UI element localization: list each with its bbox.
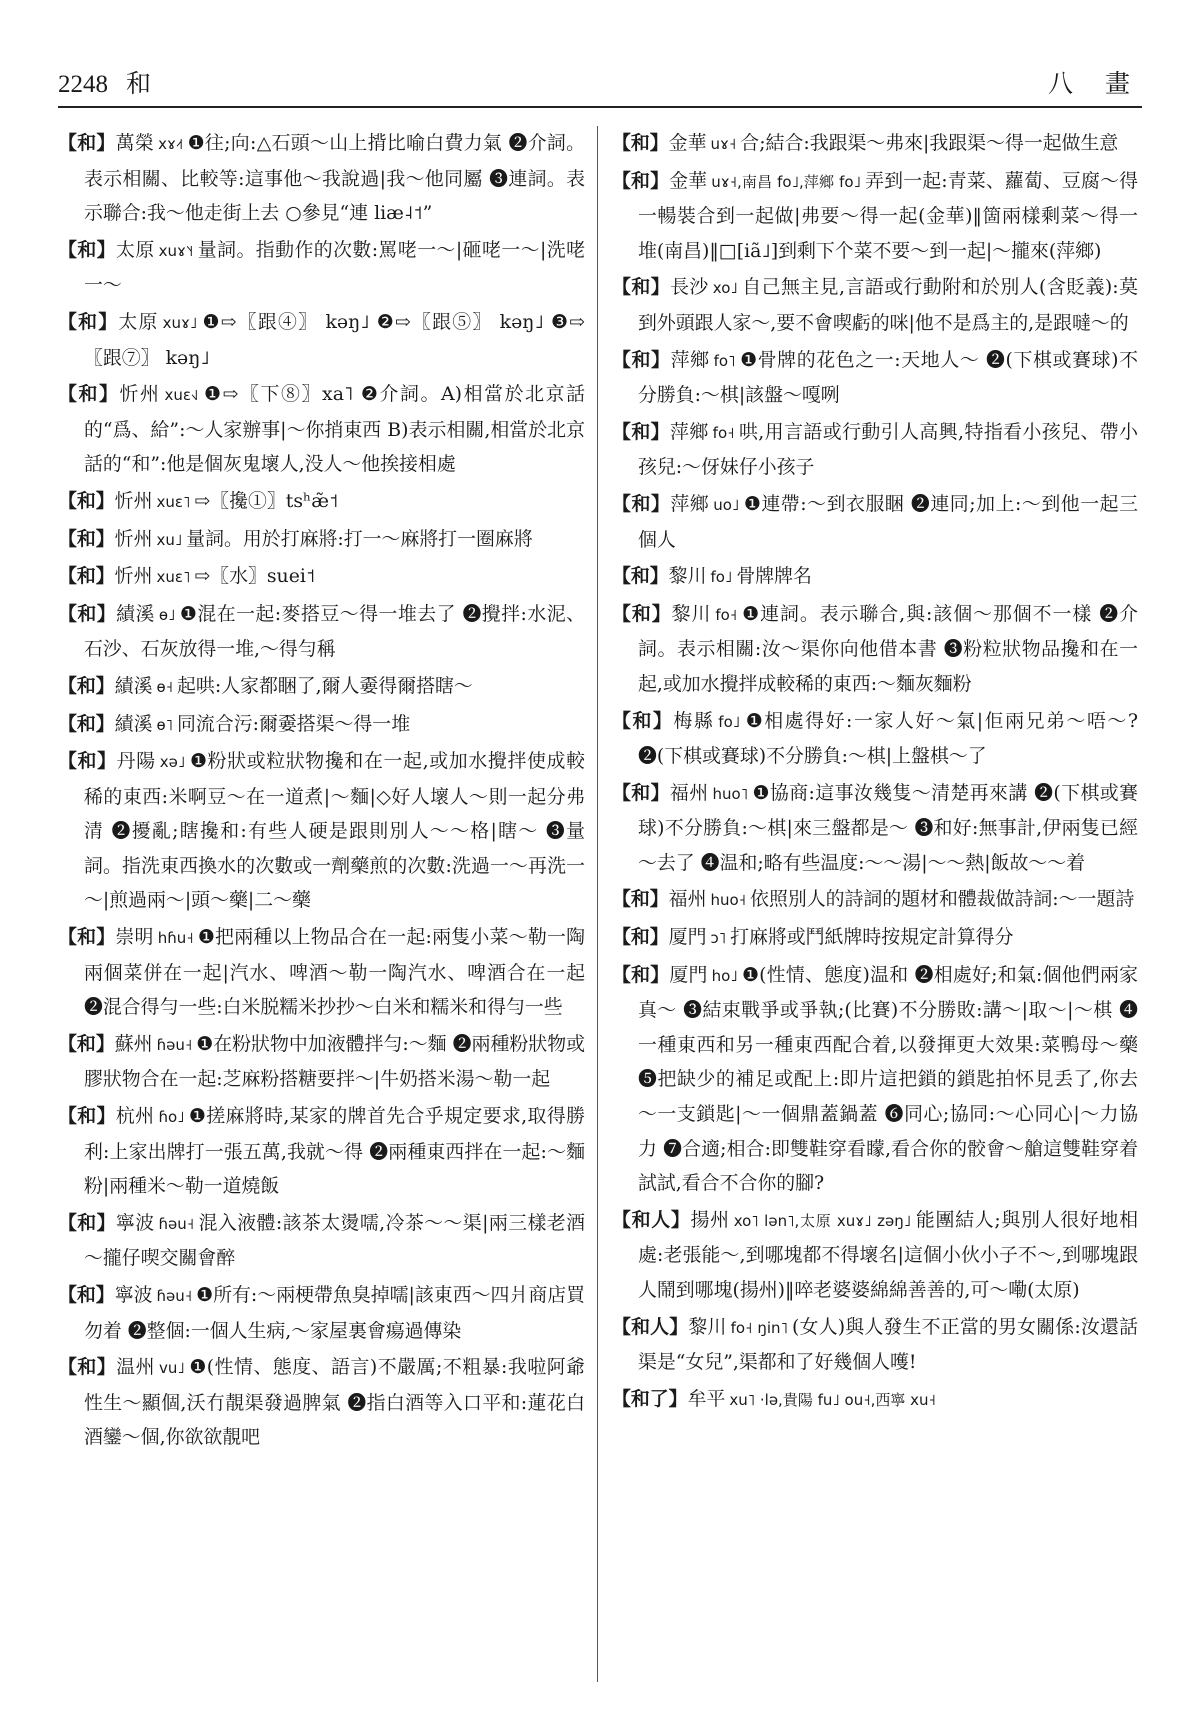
dialect-location: 金華: [668, 132, 707, 154]
page-number: 2248: [58, 71, 108, 98]
headword: 【和】: [58, 750, 117, 773]
pronunciation: ɦəu˧: [156, 1287, 193, 1305]
columns: [58, 126, 1142, 1682]
headword: 【和】: [58, 565, 115, 588]
right-column: [598, 126, 1138, 1682]
pronunciation: xuɛ˥: [156, 568, 191, 587]
definition: ❶(性情、態度)温和 ❷相處好;和氣:個他們兩家真～ ❸結束戰爭或爭執;(比賽)不分勝敗:講～|取～|～棋 ❹一種東西和另一種東西配合着,以發揮更大效果:菜鴨母～藥 ❺把缺少的補足或配上:即片這把鎖的鎖匙拍怀見丢了,你去～一支鎖匙|～一個鼎蓋鍋蓋 ❻同心;協同:～心同心|～力協力 ❼合適;相合:即雙鞋穿看矇,看合你的骹會～艙這雙鞋穿着試試,看合不合你的腳?: [638, 963, 1138, 1195]
dialect-location: 福州: [668, 888, 707, 911]
pronunciation: xɤ˨˦: [158, 135, 184, 153]
definition: ❶搓麻將時,某家的牌首先合乎規定要求,取得勝利:上家出牌打一張五萬,我就～得 ❷兩種東西拌在一起:～麵粉|兩種米～勒一道燒飯: [84, 1105, 586, 1198]
headword: 【和人】: [612, 1208, 691, 1231]
dictionary-entry: [58, 1099, 585, 1204]
headword: 【和】: [58, 602, 117, 625]
definition: 量詞。用於打麻將:打一～麻將打一圈麻將: [186, 527, 533, 550]
pronunciation: fo˩: [718, 712, 741, 731]
definition: 混入液體:該茶太燙嚅,冷茶～～渠|兩三樣老酒～攏仔喫交關會醉: [84, 1211, 586, 1270]
pronunciation: ɵ˧: [156, 677, 174, 696]
dictionary-entry: [58, 669, 585, 705]
definition: ⇨〖水〗suei˦: [194, 565, 316, 588]
dictionary-entry: [58, 233, 585, 303]
dictionary-entry: [58, 744, 585, 918]
headword: 【和】: [58, 383, 120, 406]
headword: 【和】: [612, 926, 669, 949]
definition: 同流合污:爾嫑搭渠～得一堆: [177, 712, 411, 735]
definition: 能團結人;與別人很好地相處:老張能～,到哪塊都不得壞名|這個小伙小子不～,到哪塊跟人鬧到哪塊(揚州)‖啐老婆婆綿綿善善的,可～嘞(太原): [638, 1208, 1138, 1301]
headword: 【和】: [612, 169, 670, 192]
dialect-location: 太原: [118, 310, 159, 333]
pronunciation: xuɛ˧˩: [164, 386, 199, 405]
dictionary-entry: [612, 559, 1138, 595]
dictionary-entry: [58, 305, 585, 375]
dictionary-entry: [612, 343, 1138, 413]
pronunciation: fo˧: [712, 423, 735, 442]
headword: 【和】: [58, 132, 116, 154]
pronunciation: ɦəu˧: [158, 1214, 195, 1233]
dialect-location: 長沙: [670, 276, 709, 299]
definition: 量詞。指動作的次數:罵咾一～|砸咾一～|洗咾一～: [84, 238, 585, 297]
headword: 【和】: [58, 1356, 117, 1379]
dialect-location: 忻州: [114, 565, 153, 588]
definition: 哄,用言語或行動引人高興,特指看小孩兒、帶小孩兒:～伢妹仔小孩子: [638, 420, 1139, 479]
head-character: 和: [126, 69, 152, 98]
definition: ❶混在一起:麥搭豆～得一堆去了 ❷攪拌:水泥、石沙、石灰放得一堆,～得勻稱: [84, 602, 586, 661]
headword: 【和】: [58, 1284, 115, 1306]
pronunciation: fo˩: [710, 568, 733, 587]
definition: ❶⇨〖跟④〗 kəŋ˩ ❷⇨〖跟⑤〗 kəŋ˩ ❸⇨〖跟⑦〗 kəŋ˩: [84, 310, 586, 369]
headword: 【和】: [58, 926, 116, 949]
headword: 【和】: [612, 602, 672, 625]
headword: 【和】: [58, 527, 115, 550]
dialect-location: 崇明: [115, 926, 154, 949]
pronunciation: vu˩: [159, 1359, 185, 1378]
definition: 合;結合:我跟渠～弗來|我跟渠～得一起做生意: [740, 132, 1119, 154]
dialect-location: 丹陽: [116, 750, 156, 773]
definition: 弄到一起:青菜、蘿蔔、豆腐～得一暢裝合到一起做|弗要～得一起(金華)‖箇兩樣剩菜～得一堆(南昌)‖□[iã˩]到剩下个菜不要～到一起|～攏來(萍鄉): [638, 169, 1139, 262]
headword: 【和】: [612, 348, 671, 371]
dictionary-entry: [612, 415, 1138, 485]
headword: 【和】: [612, 276, 671, 299]
definition: ❶⇨〖下⑧〗xa˥ ❷介詞。A)相當於北京話的“爲、給”:～人家辦事|～你捎東西 B)表示相關,相當於北京話的“和”:他是個灰鬼壞人,没人～他挨接相處: [84, 383, 586, 476]
pronunciation: xuɛ˥: [156, 492, 191, 511]
dictionary-entry: [58, 1027, 585, 1097]
definition: 自己無主見,言語或行動附和於別人(含貶義):莫到外頭跟人家～,要不會喫虧的咪|他不是爲主的,是跟噠～的: [638, 276, 1139, 334]
pronunciation: xə˩: [159, 753, 186, 772]
pronunciation: hɦu˧: [157, 929, 194, 948]
pronunciation: ɦəu˧: [156, 1035, 193, 1054]
dictionary-entry: [612, 704, 1138, 774]
dictionary-entry: [612, 1203, 1138, 1308]
definition: 打麻將或鬥紙牌時按規定計算得分: [730, 926, 1014, 949]
dictionary-entry: [58, 597, 585, 667]
dialect-location: 温州: [116, 1356, 156, 1379]
dialect-location: 績溪: [114, 712, 153, 735]
pronunciation: uɤ˧,南昌 fo˩,萍鄉 fo˩: [711, 172, 861, 191]
dictionary-entry: [612, 270, 1138, 340]
headword: 【和】: [612, 492, 671, 515]
definition: ❶把兩種以上物品合在一起:兩隻小菜～勒一陶兩個菜併在一起|汽水、啤酒～勒一陶汽水、啤酒合在一起 ❷混合得勻一些:白米脱糯米抄抄～白米和糯米和得勻一些: [84, 926, 586, 1019]
dictionary-entry: [58, 1206, 585, 1276]
headword: 【和】: [612, 565, 669, 588]
headword: 【和】: [58, 1032, 115, 1055]
dialect-location: 萬榮: [115, 132, 155, 154]
dialect-location: 黎川: [671, 602, 712, 625]
dictionary-entry: [58, 920, 585, 1025]
dialect-location: 杭州: [115, 1105, 155, 1128]
pronunciation: ɵ˩: [158, 605, 176, 624]
definition: ❶在粉狀物中加液體拌勻:～麵 ❷兩種粉狀物或膠狀物合在一起:芝麻粉搭糖要拌～|牛奶搭米湯～勒一起: [84, 1032, 586, 1091]
left-column: [58, 126, 598, 1682]
dialect-location: 揚州: [690, 1208, 730, 1231]
definition: 起哄:人家都睏了,爾人嫑得爾搭瞎～: [177, 674, 473, 697]
dictionary-entry: [612, 920, 1138, 956]
dictionary-entry: [58, 377, 585, 482]
dialect-location: 福州: [669, 781, 709, 804]
definition: ❶往;向:△石頭～山上揹比喻白費力氣 ❷介詞。表示相關、比較等:這事他～我說過|我～他同屬 ❸連詞。表示聯合:我～他走街上去 ○參見“連 liæ˨˦”: [84, 132, 586, 225]
pronunciation: xu˥ ·lə,貴陽 fu˩ ou˧,西寧 xu˧: [729, 1390, 936, 1409]
pronunciation: xuɤ˥˧: [158, 241, 194, 260]
pronunciation: ho˩: [711, 966, 738, 985]
pronunciation: ɵ˥: [156, 715, 174, 734]
headword: 【和】: [612, 132, 669, 154]
headword: 【和】: [58, 1105, 116, 1128]
pronunciation: huo˧: [710, 891, 747, 910]
headword: 【和】: [58, 310, 119, 333]
header-left: [58, 64, 151, 106]
dictionary-entry: [612, 1310, 1138, 1380]
dialect-location: 績溪: [116, 602, 155, 625]
dialect-location: 黎川: [688, 1315, 727, 1338]
pronunciation: fo˥: [713, 351, 736, 370]
dictionary-entry: [612, 882, 1138, 918]
pronunciation: xu˩: [156, 530, 183, 549]
dialect-location: 厦門: [668, 926, 707, 949]
definition: 骨牌牌名: [736, 565, 812, 588]
dictionary-entry: [58, 1278, 585, 1348]
dictionary-entry: [58, 559, 585, 595]
dictionary-entry: [612, 126, 1138, 162]
dictionary-entry: [612, 1382, 1138, 1418]
dialect-location: 梅縣: [673, 709, 715, 732]
pronunciation: fo˧ ŋin˥: [730, 1318, 788, 1337]
dialect-location: 蘇州: [114, 1032, 153, 1055]
dictionary-entry: [58, 126, 585, 231]
section-title: 八 畫: [1048, 69, 1142, 98]
headword: 【和】: [612, 420, 670, 443]
headword: 【和】: [58, 1211, 116, 1234]
dialect-location: 金華: [669, 169, 708, 192]
headword: 【和】: [612, 888, 669, 911]
dialect-location: 萍鄉: [670, 492, 710, 515]
definition: ❶連詞。表示聯合,與:該個～那個不一樣 ❷介詞。表示相關:汝～渠你向他借本書 ❸粉粒狀物品攙和在一起,或加水攪拌成較稀的東西:～麵灰麵粉: [638, 602, 1139, 695]
headword: 【和】: [58, 674, 115, 697]
headword: 【和】: [58, 489, 115, 512]
dialect-location: 忻州: [114, 527, 153, 550]
dictionary-entry: [58, 522, 585, 558]
dialect-location: 黎川: [668, 565, 707, 588]
headword: 【和】: [612, 709, 674, 732]
definition: ❶(性情、態度、語言)不嚴厲;不粗暴:我啦阿爺性生～顯個,沃冇靚渠發過脾氣 ❷指白酒等入口平和:蓮花白酒鑾～個,你欲欲靚吧: [84, 1356, 586, 1449]
definition: ⇨〖攙①〗tsʰæ̃˦: [194, 489, 339, 512]
dialect-location: 寧波: [115, 1211, 155, 1234]
headword: 【和】: [612, 963, 670, 986]
pronunciation: huo˥: [712, 784, 749, 803]
pronunciation: xo˥ lən˥,太原 xuɤ˩ zəŋ˩: [733, 1211, 912, 1230]
definition: ❶所有:～兩梗帶魚臭掉嚅|該東西～四爿商店買勿着 ❷整個:一個人生病,～家屋裏會瘍過傳染: [84, 1284, 586, 1342]
definition: ❶骨牌的花色之一:天地人～ ❷(下棋或賽球)不分勝負:～棋|該盤～嘎咧: [638, 348, 1139, 407]
definition: (女人)與人發生不正當的男女關係:汝還話渠是“女兒”,渠都和了好幾個人嚄!: [638, 1315, 1139, 1374]
pronunciation: fo˧: [715, 605, 738, 624]
dictionary-entry: [58, 1350, 585, 1455]
headword: 【和了】: [612, 1387, 688, 1410]
pronunciation: ɔ˥: [710, 929, 727, 948]
definition: ❶連帶:～到衣服睏 ❷連同;加上:～到他一起三個人: [638, 492, 1139, 551]
dialect-location: 萍鄉: [670, 420, 709, 443]
pronunciation: xuɤ˩: [162, 313, 198, 332]
dictionary-entry: [612, 597, 1138, 702]
pronunciation: ɦo˩: [158, 1108, 185, 1127]
headword: 【和】: [58, 712, 115, 735]
pronunciation: xo˩: [712, 279, 738, 298]
page-header: [58, 60, 1142, 108]
definition: ❶相處得好:一家人好～氣|佢兩兄弟～唔～? ❷(下棋或賽球)不分勝負:～棋|上盤棋～了: [638, 709, 1139, 768]
headword: 【和】: [58, 238, 116, 261]
definition: 依照別人的詩詞的題材和體裁做詩詞:～一題詩: [750, 888, 1135, 911]
headword: 【和】: [612, 781, 670, 804]
dialect-location: 忻州: [114, 489, 153, 512]
dictionary-entry: [58, 707, 585, 743]
dictionary-entry: [58, 484, 585, 520]
dialect-location: 厦門: [669, 963, 708, 986]
dialect-location: 寧波: [114, 1284, 153, 1306]
definition: ❶協商:這事汝幾隻～清楚再來講 ❷(下棋或賽球)不分勝負:～棋|來三盤都是～ ❸和好:無事計,伊兩隻已經～去了 ❹温和;略有些温度:～～湯|～～熱|飯故～～着: [638, 781, 1139, 874]
dialect-location: 績溪: [114, 674, 153, 697]
dialect-location: 忻州: [119, 383, 161, 406]
definition: ❶粉狀或粒狀物攙和在一起,或加水攪拌使成較稀的東西:米啊豆～在一道煮|～麵|◇好人壞人～則一起分弗清 ❷擾亂;瞎攙和:有些人硬是跟則別人～～格|瞎～ ❸量詞。指洗東西換水的次數或一劑藥煎的次數:洗過一～再洗一～|煎過兩～|頭～藥|二～藥: [84, 750, 586, 912]
dictionary-entry: [612, 164, 1138, 269]
pronunciation: uo˩: [713, 495, 740, 514]
dialect-location: 牟平: [687, 1387, 726, 1410]
pronunciation: uɤ˧: [710, 135, 737, 153]
dictionary-entry: [612, 776, 1138, 881]
dialect-location: 太原: [115, 238, 155, 261]
dictionary-entry: [612, 487, 1138, 557]
dialect-location: 萍鄉: [670, 348, 710, 371]
dictionary-entry: [612, 958, 1138, 1201]
headword: 【和人】: [612, 1315, 689, 1338]
